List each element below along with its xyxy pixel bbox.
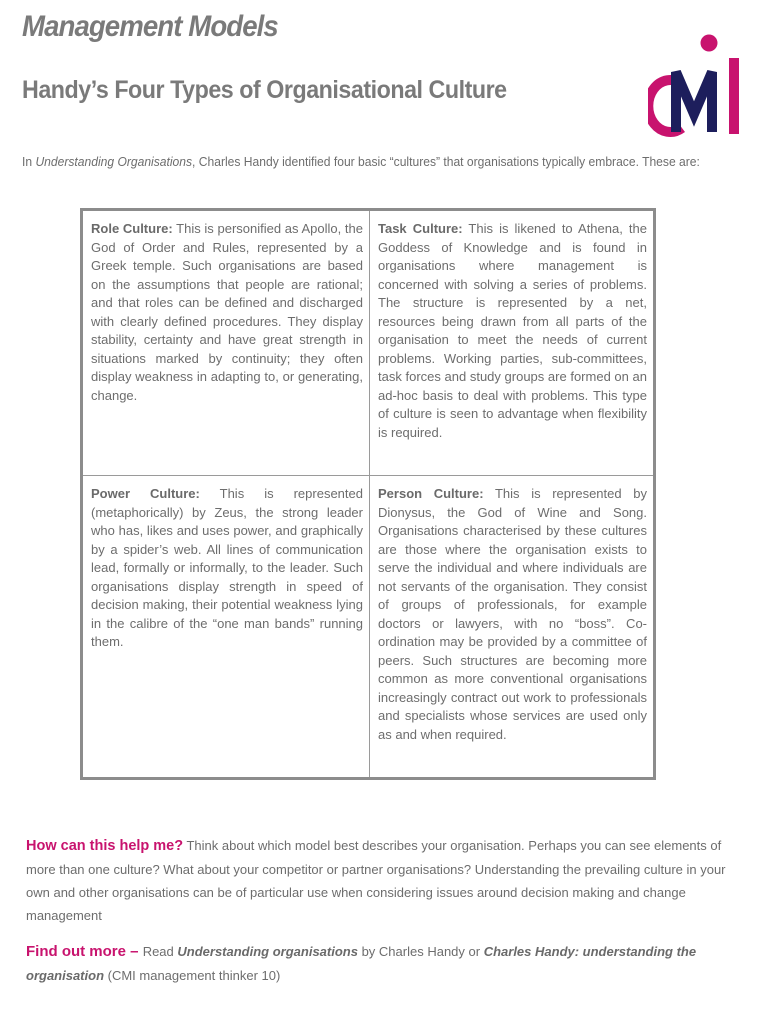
help-section: [26, 834, 726, 927]
role-culture-cell: [83, 211, 370, 476]
help-question: How can this help me?: [26, 838, 184, 854]
page-subtitle: Handy’s Four Types of Organisational Culture: [22, 76, 507, 104]
culture-grid: [80, 208, 656, 780]
intro-text: In Understanding Organisations, Charles Handy identified four basic “cultures” that organisations typically embrace. These are:: [22, 154, 700, 169]
role-culture-text: This is personified as Apollo, the God of Order and Rules, represented by a Greek temple. Such organisations are based on the assumptions that people are rational; and that roles can be defined and discharged with clearly defined procedures. They display stability, certainty and have great strength in situations marked by continuity; they often display weakness in adapting to, or generating, change.: [91, 221, 363, 403]
person-culture-cell: [370, 476, 653, 777]
power-culture-label: Power Culture:: [91, 486, 200, 501]
role-culture-label: Role Culture:: [91, 221, 173, 236]
person-culture-label: Person Culture:: [378, 486, 484, 501]
intro-book-title: Understanding Organisations: [35, 154, 193, 169]
find-out-more-section: Find out more – Read Understanding organisations by Charles Handy or Charles Handy: understanding the organisation (CMI management thinker 10): [26, 943, 697, 983]
page-title: Management Models: [22, 10, 278, 43]
person-culture-text: This is represented by Dionysus, the God of Wine and Song. Organisations characterised by these cultures are those where the organisation exists to serve the individual and where individuals are not servants of the organisation. They consist of groups of professionals, for example doctors or lawyers, with no “boss”. Co-ordination may be provided by a committee of peers. Such structures are becoming more common as more conventional organisations increasingly contract out work to professionals and specialists whose services are used only as and when required.: [378, 486, 647, 742]
cmi-logo: [648, 22, 748, 140]
task-culture-label: Task Culture:: [378, 221, 463, 236]
book-reference-1: Understanding organisations: [177, 944, 358, 959]
help-text: Think about which model best describes your organisation. Perhaps you can see elements of more than one culture? What about your competitor or partner organisations? Understanding the prevailing culture in your own and other organisations can be of particular use when considering issues around decision making and change management: [26, 838, 726, 923]
find-out-more-heading: Find out more: [26, 943, 126, 960]
power-culture-text: This is represented (metaphorically) by Zeus, the strong leader who has, likes and uses power, and graphically by a spider’s web. All lines of communication lead, formally or informally, to the leader. Such organisations display strength in speed of decision making, their potential weakness lying in the calibre of the “one man bands” running them.: [91, 486, 363, 649]
book-reference-2: Charles Handy: understanding the organisation: [26, 944, 697, 983]
task-culture-cell: [370, 211, 653, 476]
power-culture-cell: [83, 476, 370, 777]
task-culture-text: This is likened to Athena, the Goddess of Knowledge and is found in organisations where management is concerned with solving a series of problems. The structure is represented by a net, resources being drawn from all parts of the organisation to meet the needs of current problems. Working parties, sub-committees, task forces and study groups are formed on an ad-hoc basis to deal with problems. This type of culture is seen to advantage when flexibility is required.: [378, 221, 647, 440]
